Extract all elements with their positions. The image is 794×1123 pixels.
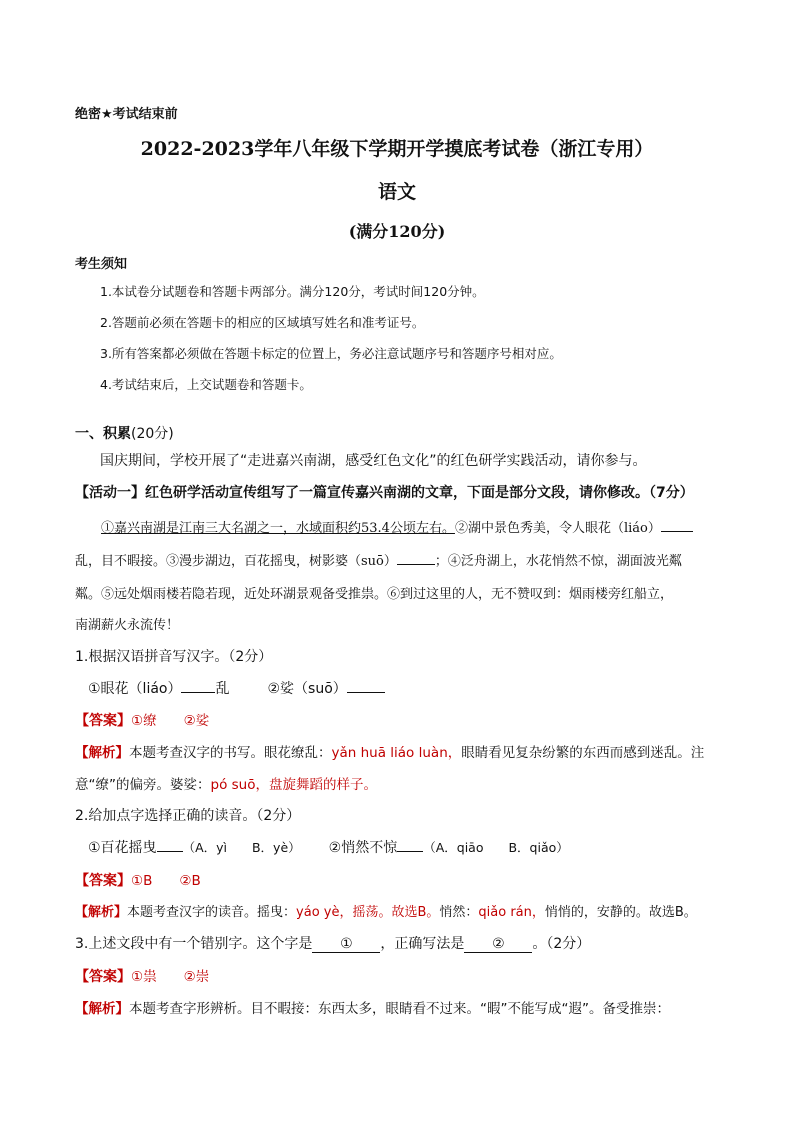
answer-blank-2: ②	[464, 936, 532, 953]
question-3-analysis	[75, 997, 670, 1017]
section-title: 一、积累	[75, 426, 131, 442]
confidential-label: 绝密★考试结束前	[75, 107, 178, 122]
analysis-tag: 【解析】	[75, 745, 129, 761]
analysis-text: 意“缭”的偏旁。婆娑：	[75, 777, 211, 793]
analysis-text: 悄然：	[439, 905, 479, 920]
passage-sentence-1: ①嘉兴南湖是江南三大名湖之一，水域面积约53.4公顷左右。	[101, 521, 455, 536]
question-2-items	[88, 837, 569, 857]
q1-item-b: ②娑（suō）	[267, 681, 347, 697]
passage-line-1	[101, 517, 693, 536]
passage-sentence-2: ②湖中景色秀美，令人眼花（liáo）	[454, 521, 661, 536]
q1-item-a-tail: 乱	[215, 681, 230, 697]
answer-tag: 【答案】	[75, 969, 131, 985]
question-1-analysis-line-2	[75, 773, 377, 793]
passage-line-4: 南湖薪火永流传！	[75, 618, 180, 633]
notice-rule-1: 1.本试卷分试题卷和答题卡两部分。满分120分，考试时间120分钟。	[100, 284, 485, 299]
q3-text: 。（2分）	[532, 936, 591, 952]
passage-line-3: 粼。⑤远处烟雨楼若隐若现，近处环湖景观备受推祟。⑥到过这里的人，无不赞叹到：烟雨楼旁红船立，	[75, 587, 674, 602]
answer-blank-1: ①	[312, 936, 380, 953]
analysis-pinyin: yáo yè，摇荡。故选B。	[296, 905, 440, 920]
answer-blank	[397, 552, 435, 565]
question-3-stem	[75, 933, 590, 953]
question-2-stem: 2.给加点字选择正确的读音。（2分）	[75, 808, 301, 824]
analysis-tag: 【解析】	[75, 1001, 129, 1017]
section-heading	[75, 423, 174, 443]
analysis-pinyin: yǎn huā liáo luàn，	[331, 745, 462, 761]
answer-blank	[347, 680, 385, 693]
exam-title: 2022-2023学年八年级下学期开学摸底考试卷（浙江专用）	[140, 138, 654, 160]
question-2-answer	[75, 869, 201, 890]
activity-1-prompt: 【活动一】红色研学活动宣传组写了一篇宣传嘉兴南湖的文章，下面是部分文段，请你修改。（7分）	[75, 485, 694, 501]
question-1-answer	[75, 709, 209, 730]
answer-blank	[661, 519, 693, 532]
question-1-stem: 1.根据汉语拼音写汉字。（2分）	[75, 649, 273, 665]
analysis-text: 本题考查汉字的读音。摇曳：	[127, 905, 297, 920]
section-points: (20分)	[131, 426, 174, 442]
analysis-text: 本题考查汉字的书写。眼花缭乱：	[129, 745, 332, 761]
q3-text: 3.上述文段中有一个错别字。这个字是	[75, 936, 313, 952]
q2-item-b: ②悄然不惊	[328, 840, 398, 856]
answer-blank	[181, 680, 215, 693]
passage-text: 乱，目不暇接。③漫步湖边，百花摇曳，树影婆（suō）	[75, 554, 397, 569]
q3-text: ，正确写法是	[380, 936, 465, 952]
answer-tag: 【答案】	[75, 713, 131, 729]
analysis-text: 眼睛看见复杂纷繁的东西而感到迷乱。注	[461, 745, 705, 761]
passage-line-2	[75, 550, 682, 569]
q1-item-a: ①眼花（liáo）	[88, 681, 182, 697]
passage-text: ；④泛舟湖上，水花悄然不惊，湖面波光粼	[434, 554, 682, 569]
full-score: (满分120分)	[348, 222, 446, 241]
analysis-text: 本题考查字形辨析。目不暇接：东西太多，眼睛看不过来。“暇”不能写成“遐”。备受推崇：	[129, 1001, 670, 1017]
q2-item-a-options: （A．yì B．yè）	[182, 840, 301, 855]
question-1-analysis-line-1	[75, 741, 704, 761]
analysis-pinyin: pó suō，盘旋舞蹈的样子。	[210, 777, 377, 793]
notice-heading: 考生须知	[75, 257, 128, 272]
subject-title: 语文	[377, 181, 416, 203]
answer-text: ①B ②B	[131, 873, 201, 889]
notice-rule-4: 4.考试结束后，上交试题卷和答题卡。	[100, 377, 312, 392]
analysis-text: 悄悄的，安静的。故选B。	[544, 905, 697, 920]
q2-item-a: ①百花摇曳	[88, 840, 157, 856]
question-1-items	[88, 678, 385, 698]
answer-text: ①祟 ②崇	[131, 969, 210, 985]
section-intro: 国庆期间，学校开展了“走进嘉兴南湖，感受红色文化”的红色研学实践活动，请你参与。	[100, 453, 647, 469]
question-3-answer	[75, 965, 209, 986]
q2-item-b-options: （A．qiāo B．qiǎo）	[423, 840, 569, 855]
answer-text: ①缭 ②娑	[131, 713, 210, 729]
analysis-tag: 【解析】	[75, 905, 128, 920]
notice-rule-2: 2.答题前必须在答题卡的相应的区域填写姓名和准考证号。	[100, 315, 425, 330]
notice-rule-3: 3.所有答案都必须做在答题卡标定的位置上，务必注意试题序号和答题序号相对应。	[100, 346, 562, 361]
answer-blank	[397, 839, 423, 852]
answer-blank	[157, 839, 183, 852]
answer-tag: 【答案】	[75, 873, 131, 889]
question-2-analysis	[75, 901, 697, 920]
analysis-pinyin: qiǎo rán，	[478, 905, 545, 920]
